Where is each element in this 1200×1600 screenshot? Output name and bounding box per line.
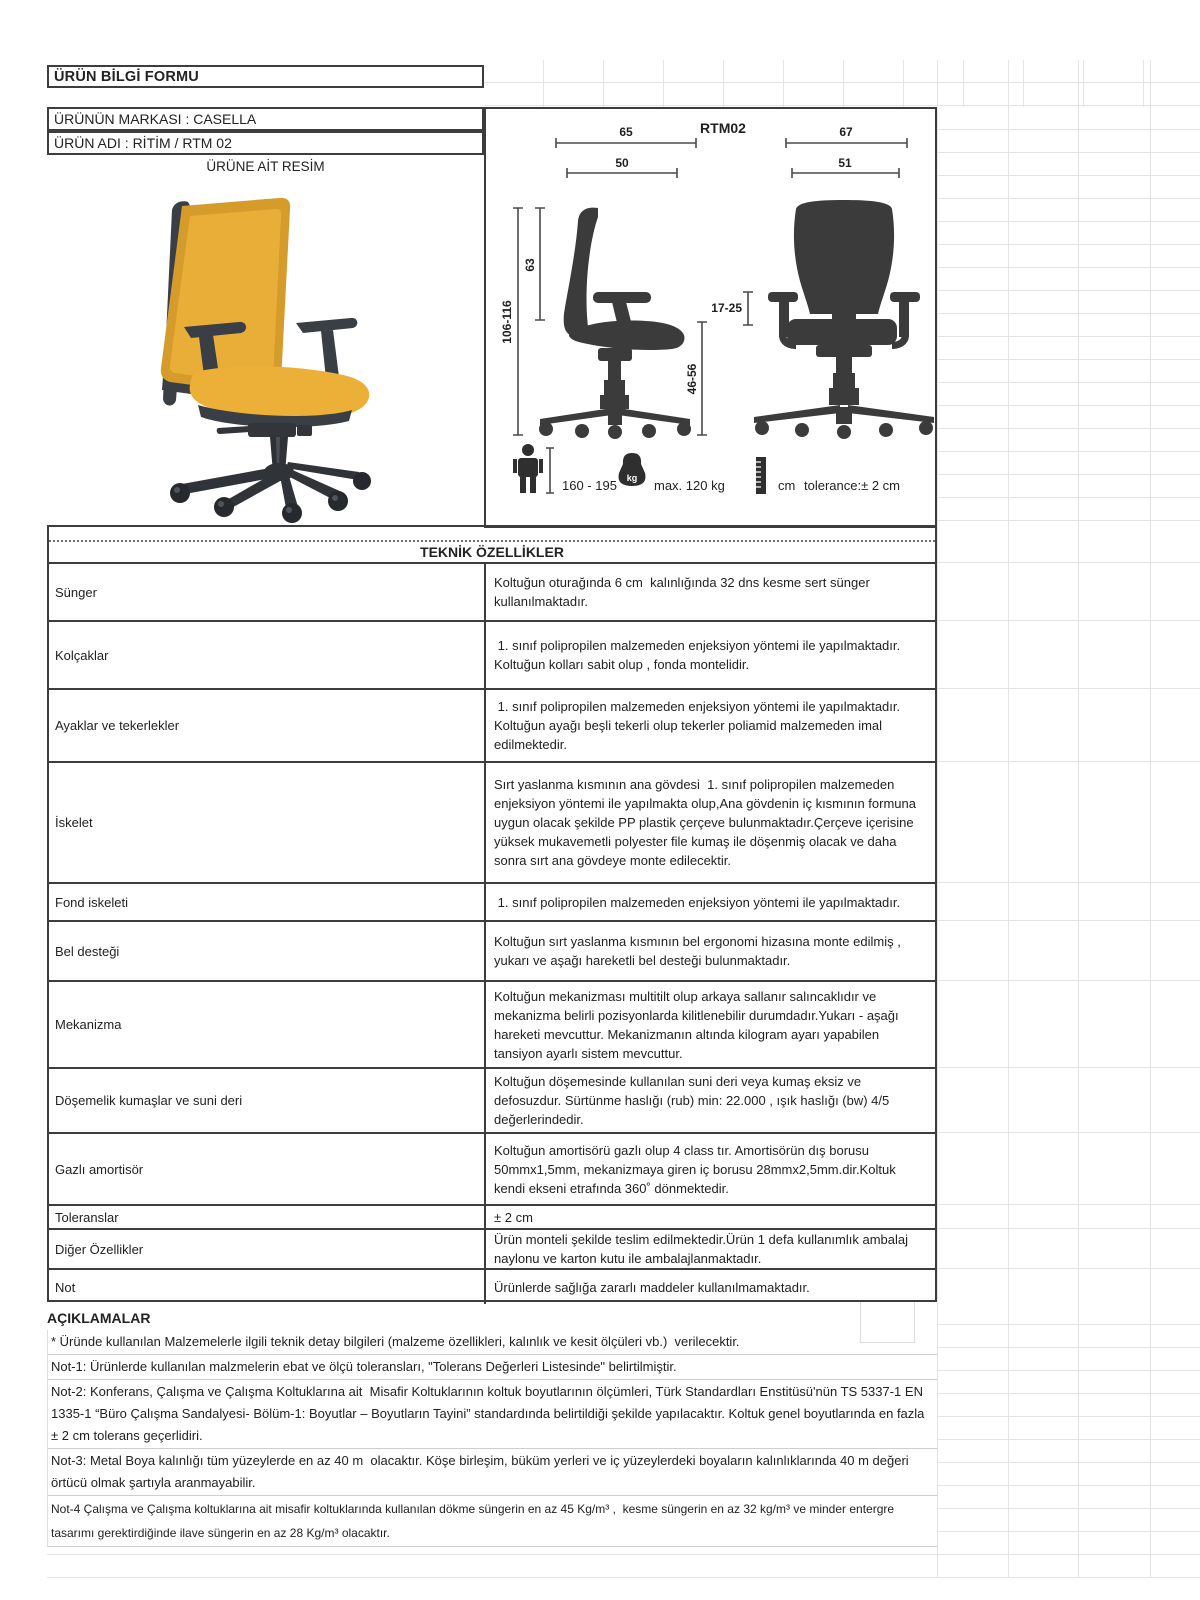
weight-icon-label: kg (626, 473, 638, 483)
seat-height-label: 46-56 (685, 363, 699, 395)
dimension-diagram-panel (484, 107, 937, 528)
product-photo-chair (100, 176, 460, 526)
gridline (937, 1228, 1200, 1229)
gridline (937, 688, 1200, 689)
kettlebell-weight-icon (619, 453, 646, 486)
table-spacer-row (49, 527, 935, 542)
gridline (937, 920, 1200, 921)
gridline (937, 882, 1200, 883)
spec-value: 1. sınıf polipropilen malzemeden enjeksiyon yöntemi ile yapılmaktadır. Koltuğun ayağı beşli tekerli olup tekerler poliamid malzemeden imal edilmektedir. (494, 699, 904, 752)
spec-value: Koltuğun döşemesinde kullanılan suni deri veya kumaş eksiz ve defosuzdur. Sürtünme haslığı (rub) min: 22.000 , ışık haslığı (bw) 4/5 değerlerindedir. (494, 1074, 893, 1127)
spec-label: Döşemelik kumaşlar ve suni deri (49, 1069, 486, 1132)
model-label: RTM02 (700, 120, 746, 136)
spec-label: Bel desteği (49, 922, 486, 980)
note-item: Not-1: Ürünlerde kullanılan malzmelerin ebat ve ölçü toleransları, "Tolerans Değerleri Listesinde" belirtilmiştir. (47, 1355, 937, 1380)
spec-value: Koltuğun sırt yaslanma kısmının bel ergonomi hizasına monte edilmiş , yukarı ve aşağı hareketli bel desteği bulunmaktadır. (494, 934, 905, 968)
note-item: * Üründe kullanılan Malzemelerle ilgili teknik detay bilgileri (malzeme özellikleri, kalınlık ve kesit ölçüleri vb.) verilecektir. (47, 1330, 937, 1355)
top-dimension-labels (615, 120, 853, 170)
spec-label: Kolçaklar (49, 622, 486, 688)
person-height-measure-line (546, 448, 554, 493)
spec-label: Sünger (49, 564, 486, 620)
spec-value: Koltuğun amortisörü gazlı olup 4 class tır. Amortisörün dış borusu 50mmx1,5mm, mekanizmaya giren iç borusu 28mmx2,5mm.dir.Koltuk kendi ekseni etrafında 360˚ dönmektedir. (494, 1142, 900, 1196)
gridline (937, 1067, 1200, 1068)
total-height-label: 106-116 (500, 300, 514, 344)
product-image-caption: ÜRÜNE AİT RESİM (206, 158, 325, 174)
armrest-height-label: 17-25 (711, 301, 742, 315)
table-row (49, 564, 935, 622)
spec-value: Koltuğun oturağında 6 cm kalınlığında 32 dns kesme sert sünger kullanılmaktadır. (494, 575, 874, 609)
table-row (49, 1069, 935, 1134)
chair-side-silhouette (539, 208, 691, 439)
spec-label: Toleranslar (49, 1206, 486, 1228)
table-row (49, 884, 935, 922)
gridline (937, 562, 1200, 563)
spec-label: Diğer Özellikler (49, 1230, 486, 1268)
front-seat-width-label: 51 (838, 156, 852, 170)
spec-value: Ürün monteli şekilde teslim edilmektedir.Ürün 1 defa kullanımlık ambalaj naylonu ve karton kutu ile ambalajlanmaktadır. (494, 1232, 912, 1266)
chair-front-silhouette (754, 200, 934, 439)
dimension-diagram (486, 109, 935, 526)
person-height-range: 160 - 195 (562, 478, 617, 493)
chair-seat (190, 366, 370, 427)
ruler-icon (756, 457, 766, 494)
technical-specs-table (47, 525, 937, 1302)
spec-value: Koltuğun mekanizması multitilt olup arkaya sallanır salıncaklıdır ve mekanizma belirli pozisyonlarda kilitlenebilir durumdadır.Yukarı - aşağı hareketi mevcuttur. Mekanizmanın altında kilogram ayarı yapabilen tansiyon ayarlı sistem mevcuttur. (494, 988, 903, 1061)
product-name-field: ÜRÜN ADI : RİTİM / RTM 02 (47, 131, 484, 155)
tolerance-label: tolerance:± 2 cm (804, 478, 901, 493)
back-height-label: 63 (523, 258, 537, 272)
back-width-label: 65 (619, 125, 633, 139)
spec-label: Gazlı amortisör (49, 1134, 486, 1204)
spec-label: Fond iskeleti (49, 884, 486, 920)
gridline (47, 1577, 1200, 1578)
spec-label: Not (49, 1270, 486, 1304)
table-row (49, 763, 935, 884)
gridline (937, 107, 1200, 525)
gridline (937, 620, 1200, 621)
table-row (49, 1270, 935, 1304)
spec-label: Mekanizma (49, 982, 486, 1067)
spec-label: İskelet (49, 763, 486, 882)
gridline (937, 1302, 1200, 1580)
gridline (47, 1554, 1200, 1555)
gridline (937, 1268, 1200, 1269)
ruler-unit-label: cm (778, 478, 796, 493)
seat-width-label: 50 (615, 156, 629, 170)
person-height-icon (513, 444, 543, 493)
gridline (937, 980, 1200, 981)
brand-field: ÜRÜNÜN MARKASI : CASELLA (47, 107, 484, 131)
note-item: Not-4 Çalışma ve Çalışma koltuklarına ait misafir koltuklarında kullanılan dökme süngerin en az 45 Kg/m³ , kesme süngerin en az 32 kg/m³ ve minder entergre tasarımı gerektirdiğinde ilave süngerin en az 28 Kg/m³ olacaktır. (47, 1496, 937, 1547)
spec-value: Sırt yaslanma kısmının ana gövdesi 1. sınıf polipropilen malzemeden enjeksiyon yöntemi ile yapılmakta olup,Ana gövdenin iç kısmının formuna uygun olacak şekilde PP plastik çerçeve bulunmaktadır.Çerçeve içerisine yüksek mukavemetli polyester file kumaş ile döşenmiş olacak ve daha sonra sırt ana gövdeye monte edilecektir. (494, 777, 920, 868)
form-title: ÜRÜN BİLGİ FORMU (47, 65, 484, 88)
front-width-label: 67 (839, 125, 853, 139)
explanations-title: AÇIKLAMALAR (47, 1310, 151, 1326)
table-row (49, 622, 935, 690)
chair-backrest (161, 198, 290, 395)
gridline (484, 60, 1200, 107)
note-item: Not-2: Konferans, Çalışma ve Çalışma Koltuklarına ait Misafir Koltuklarının koltuk boyutlarının ölçümleri, Türk Standardları Enstitüsü'nün TS 5337-1 EN 1335-1 “Büro Çalışma Sandalyesi- Bölüm-1: Boyutlar – Boyutların Tayini” standardında belirtildiği şekilde yapılacaktır. Koltuk genel boyutlarında en fazla ± 2 cm tolerans geçerlidiri. (47, 1380, 937, 1449)
note-item: Not-3: Metal Boya kalınlığı tüm yüzeylerde en az 40 m olacaktır. Köşe birleşim, büküm yerleri ve iç yüzeylerdeki boyaların kalınlıklarında 40 m değeri örtücü olmak şartıyla aranmayabilir. (47, 1449, 937, 1496)
table-row (49, 922, 935, 982)
spec-value: 1. sınıf polipropilen malzemeden enjeksiyon yöntemi ile yapılmaktadır. Koltuğun kolları sabit olup , fonda montelidir. (494, 638, 904, 672)
spec-label: Ayaklar ve tekerlekler (49, 690, 486, 761)
table-row (49, 1134, 935, 1206)
table-row (49, 690, 935, 763)
gridline (937, 1132, 1200, 1133)
gridline (937, 761, 1200, 762)
spec-value: Ürünlerde sağlığa zararlı maddeler kullanılmamaktadır. (494, 1279, 810, 1295)
spec-value: ± 2 cm (494, 1209, 533, 1225)
explanations-section (47, 1306, 937, 1547)
table-row (49, 1206, 935, 1230)
gridline (937, 1204, 1200, 1205)
spec-value: 1. sınıf polipropilen malzemeden enjeksiyon yöntemi ile yapılmaktadır. (494, 894, 901, 910)
max-weight-label: max. 120 kg (654, 478, 725, 493)
table-row (49, 982, 935, 1069)
table-row (49, 1230, 935, 1270)
specs-section-title: TEKNİK ÖZELLİKLER (49, 542, 935, 564)
